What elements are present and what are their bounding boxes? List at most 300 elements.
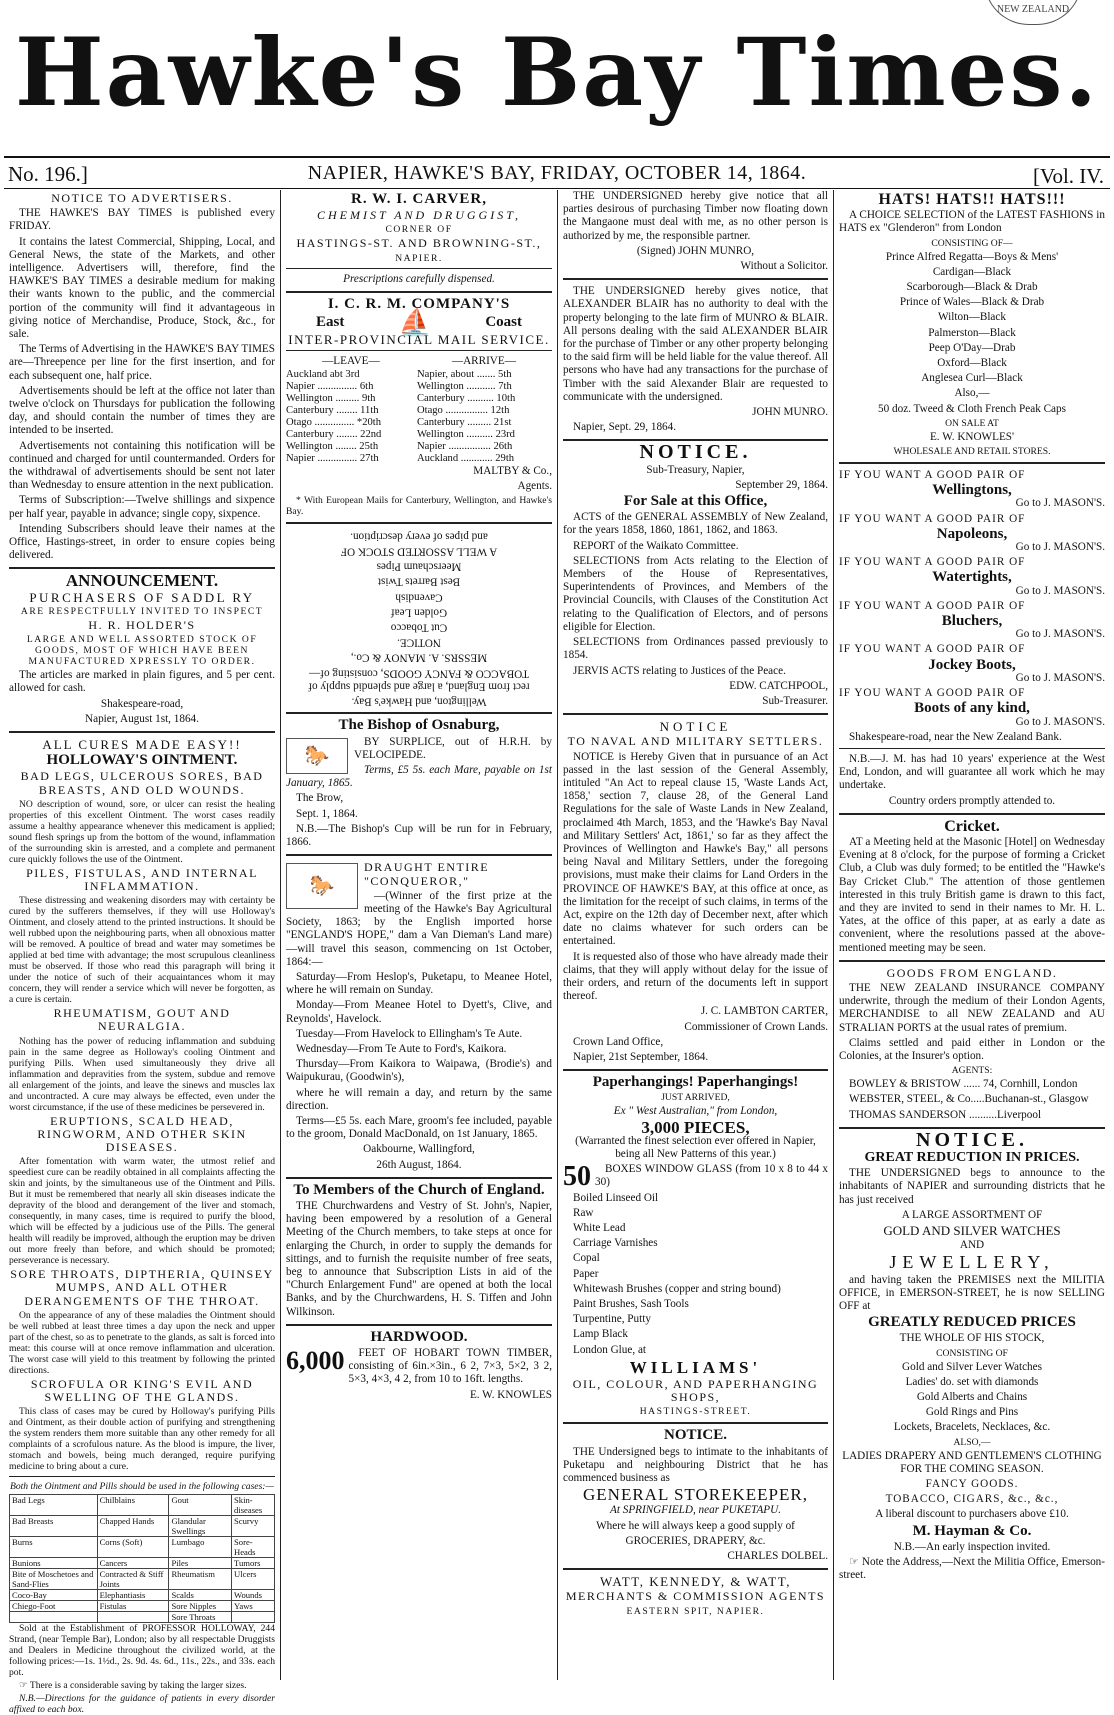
- stock-item: Gold Alberts and Chains: [916, 1391, 1028, 1404]
- hat-item: Prince of Wales—Black & Drab: [899, 296, 1045, 309]
- cures-saving: ☞ There is a considerable saving by taking the larger sizes.: [9, 1680, 275, 1691]
- table-cell: Glandular Swellings: [169, 1516, 232, 1537]
- hats-heading: HATS! HATS!! HATS!!!: [878, 191, 1066, 208]
- section-heading: PILES, FISTULAS, AND INTERNAL INFLAMMATION.: [26, 865, 258, 893]
- inverted-line: Best Barrets Twist: [377, 575, 461, 588]
- table-cell: Napier, about ....... 5th: [416, 368, 512, 380]
- table-cell: [10, 1612, 98, 1623]
- mason-go: Go to J. MASON'S.: [1015, 628, 1105, 641]
- divider: [563, 278, 828, 280]
- hayman-premises: and having taken the PREMISES next the MILITIA OFFICE, in EMERSON-STREET, he is now SELLING OFF at: [839, 1273, 1105, 1313]
- divider: [9, 567, 275, 569]
- icrm-arrive: —ARRIVE—: [451, 355, 516, 368]
- holloway-heading: HOLLOWAY'S OINTMENT.: [46, 752, 238, 769]
- mason-go: Go to J. MASON'S.: [1015, 715, 1105, 728]
- table-cell: Coco-Bay: [10, 1590, 98, 1601]
- bishop-date: Sept. 1, 1864.: [296, 807, 358, 820]
- masthead: [0, 0, 1114, 150]
- divider: [286, 350, 552, 351]
- church-body: THE Churchwardens and Vestry of St. John's, Napier, having been empowered by a resolution of a General Meeting of the Church members, to take steps at once for enlarging the Church, in order to supply the demands for sittings, and to furnish the requisite number of free seats, beg to announce that Subscription Lists in aid of the "Church Enlargement Fund" are opened at both the local Banks, and by the Churchwardens, H. S. Tiffen and John Wilkinson.: [286, 1199, 552, 1318]
- icrm-agents-label: Agents.: [517, 479, 552, 492]
- section-heading: BAD LEGS, ULCEROUS SORES, BAD BREASTS, AND OLD WOUNDS.: [20, 769, 264, 797]
- sale-signature-2: Sub-Treasurer.: [762, 694, 828, 707]
- hayman-name: M. Hayman & Co.: [912, 1522, 1032, 1539]
- mason-item: Bluchers,: [941, 613, 1003, 630]
- sale-items: [563, 511, 828, 677]
- table-cell: Bad Breasts: [10, 1516, 98, 1537]
- table-cell: Bunions: [10, 1558, 98, 1569]
- divider: [839, 748, 1105, 749]
- table-cell: Burns: [10, 1537, 98, 1558]
- mason-prefix: IF YOU WANT A GOOD PAIR OF: [839, 599, 1026, 612]
- church-heading: To Members of the Church of England.: [293, 1181, 545, 1198]
- watt-address: EASTERN SPIT, NAPIER.: [626, 1605, 765, 1617]
- stock-item: Gold and Silver Lever Watches: [902, 1360, 1042, 1373]
- goods-claims: Claims settled and paid either in London or the Colonies, at the Insurer's option.: [839, 1036, 1105, 1062]
- paper-item: Copal: [573, 1252, 600, 1265]
- paper-item: Whitewash Brushes (copper and string bound): [573, 1282, 781, 1295]
- table-cell: Corns (Soft): [97, 1537, 169, 1558]
- section-body: On the appearance of any of these maladies the Ointment should be well rubbed at least three times a day upon the neck and upper part of the chest, so as to penetrate to the glands, as salt is forced into meat: this course will at once remove inflammation and ulceration. The worst case will yield to this treatment by following the printed directions.: [9, 1309, 275, 1376]
- announcement-heading: ANNOUNCEMENT.: [65, 571, 219, 591]
- hats-caps: 50 doz. Tweed & Cloth French Peak Caps: [878, 402, 1066, 415]
- inverted-line: Cavendish: [395, 591, 443, 604]
- hats-seller: E. W. KNOWLES': [929, 430, 1015, 443]
- inverted-line: Golden Leaf: [390, 606, 448, 619]
- paper-item: BOXES WINDOW GLASS (from 10 x 8 to 44 x 30): [595, 1163, 828, 1189]
- section-body: After fomentation with warm water, the utmost relief and speediest cure can be readily obtained in all complaints affecting the skin and joints, by the simultaneous use of the Ointment and Pills. But it must be remembered that nearly all skin diseases indicate the depravity of the blood and derangement of the liver and stomach, consequently, in many cases, time is required to purify the blood, which will be effected by a judicious use of the Pills. The general health will readily be improved, although the eruption may be driven out more freely than before, and which should be promoted; perseverance is necessary.: [9, 1156, 275, 1267]
- section-heading: ERUPTIONS, SCALD HEAD, RINGWORM, AND OTHER SKIN DISEASES.: [37, 1113, 247, 1154]
- bishop-brow: The Brow,: [296, 792, 344, 805]
- paper-item: Paper: [573, 1267, 599, 1280]
- divider: [563, 1069, 828, 1071]
- storekeeper-location: At SPRINGFIELD, near PUKETAPU.: [609, 1504, 781, 1517]
- newspaper-title: Hawke's Bay Times.: [14, 18, 1100, 128]
- agent-row: THOMAS SANDERSON ..........Liverpool: [849, 1108, 1042, 1121]
- hayman-and: AND: [959, 1239, 985, 1252]
- notice-advertisers-body: [9, 207, 275, 562]
- mason-prefix: IF YOU WANT A GOOD PAIR OF: [839, 687, 1026, 700]
- bishop-sire: BY SURPLICE, out of H.R.H. by VELOCIPEDE.: [354, 735, 552, 761]
- divider: [286, 712, 552, 714]
- inverted-line: MESSRS. A. MANOY & Co.,: [350, 651, 488, 664]
- column-2: [281, 190, 558, 1680]
- hayman-whole: THE WHOLE OF HIS STOCK,: [899, 1332, 1045, 1345]
- hats-body: A CHOICE SELECTION of the LATEST FASHIONS in HATS ex "Glenderon" from London: [839, 209, 1105, 235]
- announcement-line: The articles are marked in plain figures, and 5 per cent. allowed for cash.: [9, 669, 275, 695]
- carver-town: NAPIER.: [395, 252, 443, 264]
- table-row: [286, 381, 552, 393]
- mason-go: Go to J. MASON'S.: [1015, 541, 1105, 554]
- carver-name: R. W. I. CARVER,: [351, 191, 487, 207]
- table-row: [10, 1590, 275, 1601]
- schedule-line: Tuesday—From Havelock to Ellingham's Te Aute.: [296, 1027, 523, 1040]
- table-cell: Fistulas: [97, 1601, 169, 1612]
- table-cell: Bite of Moschetoes and Sand-Flies: [10, 1569, 98, 1590]
- hayman-greatly: GREATLY REDUCED PRICES: [868, 1314, 1076, 1331]
- notice-paragraph: THE HAWKE'S BAY TIMES is published every FRIDAY.: [9, 207, 275, 233]
- table-cell: Lumbago: [169, 1537, 232, 1558]
- manoy-inverted-advert: [286, 529, 552, 707]
- notice-paragraph: The Terms of Advertising in the HAWKE'S BAY TIMES are—Threepence per line for the first insertion, and for each subsequent one, half price.: [9, 343, 275, 382]
- naval-signature-2: Commissioner of Crown Lands.: [684, 1020, 828, 1033]
- table-row: [286, 405, 552, 417]
- inverted-line: Wellington, and Hawke's Bay.: [351, 695, 487, 708]
- table-row: [286, 429, 552, 441]
- table-cell: Scalds: [169, 1590, 232, 1601]
- naval-date: Napier, 21st September, 1864.: [573, 1050, 709, 1063]
- sale-heading: For Sale at this Office,: [623, 493, 768, 510]
- divider: [9, 1476, 275, 1477]
- paper-item: Raw: [573, 1206, 594, 1219]
- paperhangings-ship: Ex " West Australian," from London,: [613, 1105, 778, 1118]
- icrm-coast: Coast: [485, 314, 522, 331]
- mason-address: Shakespeare-road, near the New Zealand Bank.: [849, 730, 1062, 743]
- hats-consisting: CONSISTING OF—: [931, 237, 1013, 249]
- inverted-line: Meerschaum Pipes: [376, 560, 462, 573]
- hardwood-quantity: 6,000: [286, 1346, 345, 1375]
- mason-prefix: IF YOU WANT A GOOD PAIR OF: [839, 512, 1026, 525]
- hayman-discount: A liberal discount to purchasers above £10.: [875, 1508, 1069, 1521]
- stock-item: Ladies' do. set with diamonds: [905, 1375, 1039, 1388]
- carver-prescriptions: Prescriptions carefully dispensed.: [343, 272, 495, 285]
- bishop-nb: N.B.—The Bishop's Cup will be run for in February, 1866.: [286, 822, 552, 849]
- table-cell: Napier ................ 26th: [416, 440, 513, 452]
- hayman-assortment: A LARGE ASSORTMENT OF: [901, 1208, 1043, 1221]
- table-cell: Sore-Heads: [232, 1537, 275, 1558]
- munro-signature: (Signed) JOHN MUNRO,: [636, 244, 755, 257]
- williams-name: WILLIAMS': [629, 1357, 762, 1377]
- paperhangings-warranty: (Warranted the finest selection ever offered in Napier, being all New Patterns of this year.): [575, 1134, 816, 1160]
- storekeeper-goods: GROCERIES, DRAPERY, &c.: [625, 1534, 766, 1547]
- inverted-line: and pipes of every description.: [350, 530, 488, 543]
- hayman-fancy: FANCY GOODS.: [925, 1478, 1019, 1491]
- table-cell: Bad Legs: [10, 1495, 98, 1516]
- naval-signature: J. C. LAMBTON CARTER,: [700, 1005, 828, 1018]
- table-cell: Elephantiasis: [97, 1590, 169, 1601]
- cures-caption: Both the Ointment and Pills should be used in the following cases:—: [9, 1481, 275, 1493]
- table-cell: Chiego-Foot: [10, 1601, 98, 1612]
- storekeeper-signature: CHARLES DOLBEL.: [727, 1550, 828, 1563]
- mason-item: Boots of any kind,: [914, 700, 1030, 717]
- mason-country: Country orders promptly attended to.: [888, 794, 1056, 807]
- section-body: NO description of wound, sore, or ulcer can resist the healing properties of this excellent Ointment. The worst cases readily assume a healthy appearance whenever this medicament is applied; sound flesh springs up from the bottom of the wound, inflammation of the surrounding skin is arrested, and a complete and permanent cure quickly follows the use of the Ointment.: [9, 798, 275, 865]
- stamp-seal: NEW ZEALAND: [984, 0, 1082, 25]
- watt-trade: MERCHANTS & COMMISSION AGENTS: [565, 1589, 826, 1604]
- section-heading: RHEUMATISM, GOUT AND NEURALGIA.: [53, 1006, 231, 1034]
- table-cell: Skin-diseases: [232, 1495, 275, 1516]
- hat-item: Wilton—Black: [938, 311, 1006, 324]
- table-row: [10, 1516, 275, 1537]
- page-columns: [4, 190, 1110, 1715]
- table-cell: Gout: [169, 1495, 232, 1516]
- divider: [286, 1177, 552, 1179]
- schedule-line: where he will remain a day, and return by the same direction.: [286, 1086, 552, 1112]
- announcement-line: LARGE AND WELL ASSORTED STOCK OF GOODS, MOST OF WHICH HAVE BEEN MANUFACTURED XPRESSLY TO ORDER.: [26, 634, 258, 668]
- munro-notice-body: THE UNDERSIGNED hereby give notice that all parties desirous of purchasing Timber now floating down the Mangaone must deal with me, as no other person is authorized by me, the responsible partner.: [563, 190, 828, 242]
- hayman-address-note: ☞ Note the Address,—Next the Militia Office, Emerson-street.: [839, 1556, 1105, 1582]
- mason-item: Watertights,: [932, 569, 1012, 586]
- table-cell: Wellington ........... 7th: [416, 380, 512, 392]
- storekeeper-body: THE Undersigned begs to intimate to the inhabitants of Puketapu and neighbouring District that he has commenced business as: [563, 1445, 828, 1485]
- hat-item: Anglesea Curl—Black: [921, 372, 1023, 385]
- hayman-tobacco: TOBACCO, CIGARS, &c., &c.,: [885, 1493, 1059, 1506]
- hayman-also: ALSO,—: [953, 1436, 991, 1448]
- table-cell: Otago ................ 12th: [416, 404, 510, 416]
- table-cell: Wellington .......... 23rd: [416, 428, 515, 440]
- mason-prefix: IF YOU WANT A GOOD PAIR OF: [839, 556, 1026, 569]
- bishop-heading: The Bishop of Osnaburg,: [338, 717, 500, 734]
- icrm-heading: I. C. R. M. COMPANY'S: [327, 295, 511, 312]
- table-cell: Canterbury ........ 22nd: [286, 428, 382, 440]
- paper-item: Boiled Linseed Oil: [573, 1191, 659, 1204]
- carver-address: HASTINGS-ST. AND BROWNING-ST.,: [296, 236, 542, 251]
- table-cell: Chilblains: [97, 1495, 169, 1516]
- hayman-body: THE UNDERSIGNED begs to announce to the inhabitants of NAPIER and surrounding districts that he has just received: [839, 1167, 1105, 1206]
- blair-notice-body: THE UNDERSIGNED hereby gives notice, that ALEXANDER BLAIR has no authority to deal with the property belonging to the late firm of MUNRO & BLAIR. All persons dealing with the said ALEXANDER BLAIR for the purchase of Timber or any other property belonging to the said firm will be held liable for the value thereof. All persons who have had any transactions for the purchase of Timber with the said Alexander Blair are requested to communicate with the undersigned.: [563, 285, 828, 403]
- notice-sub-treasury: Sub-Treasury, Napier,: [646, 463, 745, 476]
- paper-item: White Lead: [573, 1222, 626, 1235]
- holloway-tagline: ALL CURES MADE EASY!!: [42, 736, 242, 752]
- mason-nb: N.B.—J. M. has had 10 years' experience at the West End, London, and will guarantee all work which he may undertake.: [839, 752, 1105, 792]
- paperhangings-items: [563, 1163, 828, 1357]
- bishop-terms: Terms, £5 5s. each Mare, payable on 1st January, 1865.: [286, 764, 552, 790]
- issue-bar: [4, 156, 1110, 189]
- notice-paragraph: Terms of Subscription:—Twelve shillings and sixpence per half year, payable in advance; single copy, sixpence.: [9, 494, 275, 520]
- volume-number: [Vol. IV.: [1033, 164, 1104, 188]
- draught-body: —(Winner of the first prize at the meeting of the Hawke's Bay Agricultural Society, 1863; by the English imported horse "ENGLAND'S HOPE," dam a Van Dieman's Land mare)—will travel this season, commencing on 1st October, 1864:—: [286, 889, 552, 968]
- hats-items: [839, 251, 1105, 386]
- hayman-notice: NOTICE.: [916, 1128, 1028, 1151]
- cricket-body: AT a Meeting held at the Masonic [Hotel] on Wednesday Evening at 8 o'clock, for the purpose of forming a Cricket Club, a Club was duly formed; to be entitled the "Hawke's Bay Cricket Club." The attention of those gentlemen interested in this truly British game is drawn to this fact, and they are invited to send in their names to Mr. H. L. Yates, at the office of this paper, at as early a date as convenient, where the resolutions passed at the above-mentioned meeting may be seen.: [839, 835, 1105, 954]
- munro-signature-2: Without a Solicitor.: [740, 260, 828, 273]
- paperhangings-count: 3,000 PIECES,: [641, 1117, 750, 1137]
- sale-item: REPORT of the Waikato Committee.: [573, 539, 739, 552]
- paper-item: Paint Brushes, Sash Tools: [573, 1298, 689, 1311]
- table-cell: Rheumatism: [169, 1569, 232, 1590]
- blair-signature: JOHN MUNRO.: [752, 406, 828, 419]
- sale-item: JERVIS ACTS relating to Justices of the Peace.: [573, 664, 786, 677]
- divider: [563, 1568, 828, 1570]
- table-cell: Chapped Hands: [97, 1516, 169, 1537]
- divider: [839, 960, 1105, 962]
- place-and-date: NAPIER, HAWKE'S BAY, FRIDAY, OCTOBER 14, 1864.: [307, 162, 807, 184]
- cures-footer: Sold at the Establishment of PROFESSOR HOLLOWAY, 244 Strand, (near Temple Bar), London; also by all respectable Druggists and Dealers in Medicine throughout the civilized world, at the following prices:—1s. 1½d., 2s. 9d. 4s. 6d., 11s., 22s., and 33s. each pot.: [9, 1623, 275, 1679]
- agent-row: WEBSTER, STEEL, & Co.....Buchanan-st., Glasgow: [849, 1093, 1089, 1106]
- hat-item: Scarborough—Black & Drab: [906, 281, 1038, 294]
- paper-item: Carriage Varnishes: [573, 1237, 658, 1250]
- horse-icon: 🐎: [286, 863, 358, 909]
- table-row: [10, 1558, 275, 1569]
- divider: [9, 731, 275, 733]
- table-cell: Sore Nipples: [169, 1601, 232, 1612]
- paper-item: Lamp Black: [573, 1328, 628, 1341]
- table-cell: Canterbury .......... 10th: [416, 392, 516, 404]
- notice-paragraph: Intending Subscribers should leave their names at the Office, Hastings-street, in order to ensure copies being delivered.: [9, 522, 275, 562]
- hats-on-sale: ON SALE AT: [945, 417, 999, 429]
- table-cell: Auckland ............ 29th: [416, 452, 515, 464]
- table-cell: Napier ............... 6th: [286, 380, 374, 392]
- table-cell: [232, 1612, 275, 1623]
- hat-item: Cardigan—Black: [932, 265, 1012, 278]
- table-row: [10, 1569, 275, 1590]
- section-heading: SORE THROATS, DIPTHERIA, QUINSEY MUMPS, AND ALL OTHER DERANGEMENTS OF THE THROAT.: [10, 1267, 274, 1308]
- draught-schedule: [286, 971, 552, 1113]
- notice-paragraph: It contains the latest Commercial, Shipping, Local, and General News, the state of the Markets, and other intelligence. Advertisers will, therefore, find the HAWKE'S BAY TIMES a desirable medium for making their wants known to the public, and the commercial portion of the community will find it advantageous in giving notice of Merchandise, Produce, Stock, &c., for sale.: [9, 235, 275, 341]
- divider: [839, 462, 1105, 464]
- table-cell: Tumors: [232, 1558, 275, 1569]
- icrm-leave: —LEAVE—: [322, 355, 380, 368]
- announcement-line: ARE RESPECTFULLY INVITED TO INSPECT: [20, 605, 264, 617]
- table-cell: Wellington ......... 9th: [286, 392, 376, 404]
- announcement-line: H. R. HOLDER'S: [88, 617, 196, 632]
- schedule-line: Thursday—From Kaikora to Waipawa, (Brodie's) and Waipukurau, (Goodwin's),: [286, 1058, 552, 1084]
- table-cell: Piles: [169, 1558, 232, 1569]
- divider: [286, 854, 552, 856]
- stock-item: Gold Rings and Pins: [925, 1406, 1019, 1419]
- divider: [286, 268, 552, 269]
- section-body: These distressing and weakening disorders may with certainty be cured by the sufferers themselves, if they will use Holloway's Ointment, and closely attend to the printed instructions. It should be well rubbed upon the neighbouring parts, when all obnoxious matter will be removed. A poultice of bread and water may sometimes be applied at bed time with advantage; the most scrupulous cleanliness must be observed. If those who read this paragraph will bring it under the notice of such of their acquaintances whom it may concern, they will render a service which will never be forgotten, as a cure is certain.: [9, 895, 275, 1006]
- mason-item: Wellingtons,: [932, 482, 1012, 499]
- table-cell: Ulcers: [232, 1569, 275, 1590]
- announcement-line: Napier, August 1st, 1864.: [85, 712, 199, 725]
- schedule-line: Monday—From Meanee Hotel to Dyett's, Clive, and Reynolds', Havelock.: [286, 999, 552, 1025]
- table-row: [10, 1612, 275, 1623]
- mason-go: Go to J. MASON'S.: [1015, 497, 1105, 510]
- blair-date: Napier, Sept. 29, 1864.: [573, 421, 677, 434]
- divider: [839, 813, 1105, 815]
- naval-body-2: It is requested also of those who have already made their claims, that they will apply without delay for the issue of their orders, and return of the documents left in support thereof.: [563, 950, 828, 1003]
- watt-name: WATT, KENNEDY, & WATT,: [600, 1574, 791, 1590]
- table-cell: Contracted & Stiff Joints: [97, 1569, 169, 1590]
- table-cell: [97, 1612, 169, 1623]
- mason-go: Go to J. MASON'S.: [1015, 671, 1105, 684]
- sale-item: ACTS of the GENERAL ASSEMBLY of New Zealand, for the years 1858, 1860, 1861, 1862, and 1863.: [563, 511, 828, 537]
- sale-item: SELECTIONS from Ordinances passed previously to 1854.: [563, 636, 828, 662]
- hat-item: Prince Alfred Regatta—Boys & Mens': [885, 250, 1059, 263]
- naval-heading: NOTICE: [659, 719, 732, 735]
- icrm-east: East: [316, 314, 345, 331]
- agent-row: BOWLEY & BRISTOW ...... 74, Cornhill, London: [849, 1078, 1078, 1091]
- table-row: [286, 453, 552, 465]
- table-row: [286, 369, 552, 381]
- paperhangings-heading: Paperhangings! Paperhangings!: [592, 1074, 799, 1091]
- goods-agents: [839, 1078, 1105, 1122]
- table-row: [286, 393, 552, 405]
- sale-signature: EDW. CATCHPOOL,: [729, 679, 828, 692]
- draught-date: 26th August, 1864.: [376, 1158, 462, 1171]
- hardwood-signature: E. W. KNOWLES: [469, 1388, 552, 1401]
- table-cell: Auckland abt 3rd: [286, 368, 360, 380]
- carver-corner: CORNER OF: [385, 224, 453, 236]
- hat-item: Palmerston—Black: [928, 326, 1016, 339]
- hayman-gold: GOLD AND SILVER WATCHES: [883, 1223, 1061, 1238]
- table-row: [10, 1537, 275, 1558]
- mason-prefix: IF YOU WANT A GOOD PAIR OF: [839, 643, 1026, 656]
- naval-body: NOTICE is Hereby Given that in pursuance of an Act passed in the last session of the General Assembly, intituled "An Act to repeal clause 15, 'Waste Lands Act, 1858,' section 7, clause 28, of the General Land Regulations for the sale of Waste Lands in New Zealand, proclaimed 4th March, 1853, and the 'Hawke's Bay Naval and Military Settlers' Act, 1861,' so far as they affect the Provinces of Wellington and Hawke's Bay," all persons being Naval and Military Settlers, under the foregoing provisions, must make their claims for Land Orders in the PROVINCE OF HAWKE'S BAY, at this office at once, as the limitation for the receipt of such claims, in terms of the Act, expire on the 12th day of December next, after which date no claims whatever for such orders can be entertained.: [563, 750, 828, 948]
- sale-item: SELECTIONS from Acts relating to the Election of Members of the House of Representatives, Superintendents of Provinces, and Members of the Provincial Councils, with Clauses of the Constitution Act relating to the Qualification of Electors, and of persons eligible for Election.: [563, 554, 828, 633]
- table-cell: Yaws: [232, 1601, 275, 1612]
- announcement-line: PURCHASERS OF SADDL RY: [29, 589, 255, 605]
- table-cell: Sore Throats: [169, 1612, 232, 1623]
- naval-office: Crown Land Office,: [573, 1035, 664, 1048]
- inverted-line: NOTICE.: [397, 636, 441, 649]
- inverted-line: Cut Tobacco: [390, 621, 448, 634]
- table-row: [10, 1601, 275, 1612]
- paper-item: London Glue, at: [573, 1343, 647, 1356]
- hat-item: Oxford—Black: [937, 357, 1007, 370]
- table-cell: Scurvy: [232, 1516, 275, 1537]
- mason-item: Napoleons,: [936, 525, 1008, 542]
- section-body: Nothing has the power of reducing inflammation and subduing pain in the same degree as Holloway's cooling Ointment and purifying Pills. When used simultaneously they drive all inflammation and depravities from the system, subdue and remove all enlargement of the joints, and leave the sinews and muscles lax and uncontracted. A cure may always be effected, even under the worst circumstance, if the use of these medicines be persevered in.: [9, 1035, 275, 1113]
- icrm-footnote: * With European Mails for Canterbury, Wellington, and Hawke's Bay.: [286, 495, 552, 518]
- cures-table: [9, 1494, 275, 1623]
- table-cell: Otago ............... *20th: [286, 416, 382, 428]
- table-cell: Canterbury ........ 11th: [286, 404, 379, 416]
- goods-body: THE NEW ZEALAND INSURANCE COMPANY underwrite, through the medium of their London Agents, MERCHANDISE to all NEW ZEALAND and AU STRALIAN PORTS at the usual rates of premium.: [839, 981, 1105, 1034]
- storekeeper-title: GENERAL STOREKEEPER,: [583, 1485, 808, 1505]
- icrm-timetable: [286, 369, 552, 465]
- williams-trade: OIL, COLOUR, AND PAPERHANGING SHOPS,: [572, 1377, 819, 1405]
- column-1: [4, 190, 281, 1715]
- draught-terms: Terms—£5 5s. each Mare, groom's fee included, payable to the groom, Donald MacDonald, on 1st January, 1865.: [286, 1114, 552, 1141]
- divider: [563, 1422, 828, 1424]
- hardwood-body: FEET OF HOBART TOWN TIMBER, consisting of 6in.×3in., 6 2, 7×3, 5×2, 3 2, 5×3, 4×3, 4 2, from 10 to 16ft. lengths.: [348, 1347, 552, 1386]
- table-cell: Napier ............... 27th: [286, 452, 379, 464]
- hayman-consisting: CONSISTING OF: [936, 1347, 1008, 1359]
- paperhangings-quantity: 50: [563, 1161, 591, 1193]
- notice-sub-date: September 29, 1864.: [735, 478, 828, 491]
- williams-street: HASTINGS-STREET.: [639, 1406, 752, 1418]
- naval-subheading: TO NAVAL AND MILITARY SETTLERS.: [567, 734, 824, 749]
- column-3: [558, 190, 834, 1680]
- icrm-agent: MALTBY & Co.,: [473, 464, 552, 477]
- table-cell: Canterbury ......... 21st: [416, 416, 512, 428]
- column-4: [834, 190, 1110, 1680]
- table-cell: Wellington ........ 25th: [286, 440, 379, 452]
- divider: [563, 713, 828, 715]
- storekeeper-heading: NOTICE.: [664, 1427, 727, 1444]
- hats-stores: WHOLESALE AND RETAIL STORES.: [893, 446, 1051, 458]
- table-cell: Cancers: [97, 1558, 169, 1569]
- notice-heading: NOTICE.: [639, 441, 752, 464]
- notice-advertisers-heading: NOTICE TO ADVERTISERS.: [51, 191, 233, 205]
- paperhangings-arrived: JUST ARRIVED,: [661, 1092, 730, 1104]
- icrm-banner: [286, 308, 552, 338]
- ship-icon: ⛵: [398, 308, 432, 338]
- stock-item: Lockets, Bracelets, Necklaces, &c.: [893, 1421, 1051, 1434]
- goods-agents-label: AGENTS:: [951, 1065, 993, 1077]
- section-body: This class of cases may be cured by Holloway's purifying Pills and Ointment, as their double action of purifying and strengthening the system renders them more suitable than any other remedy for all complaints of a scrofulous nature. As the blood is impure, the liver, stomach and bowels, being much deranged, require purifying medicine to bring about a cure.: [9, 1406, 275, 1473]
- issue-number: No. 196.]: [8, 162, 88, 186]
- divider: [286, 1324, 552, 1326]
- table-cell: Wounds: [232, 1590, 275, 1601]
- divider: [286, 522, 552, 524]
- carver-trade: CHEMIST AND DRUGGIST,: [316, 208, 521, 223]
- divider: [286, 291, 552, 293]
- hat-item: Peep O'Day—Drab: [928, 341, 1016, 354]
- table-row: [10, 1495, 275, 1516]
- mason-adverts: [839, 469, 1105, 729]
- section-heading: SCROFULA OR KING'S EVIL AND SWELLING OF THE GLANDS.: [30, 1376, 254, 1404]
- schedule-line: Wednesday—From Te Aute to Ford's, Kaikora.: [296, 1042, 507, 1055]
- hayman-reduction: GREAT REDUCTION IN PRICES.: [864, 1149, 1080, 1165]
- icrm-table-head: [286, 355, 552, 368]
- cures-nb: N.B.—Directions for the guidance of patients in every disorder affixed to each box.: [9, 1693, 275, 1715]
- announcement-line: Shakespeare-road,: [100, 697, 184, 710]
- hardwood-heading: HARDWOOD.: [370, 1328, 468, 1345]
- hayman-drapery: LADIES DRAPERY AND GENTLEMEN'S CLOTHING FOR THE COMING SEASON.: [842, 1449, 1102, 1475]
